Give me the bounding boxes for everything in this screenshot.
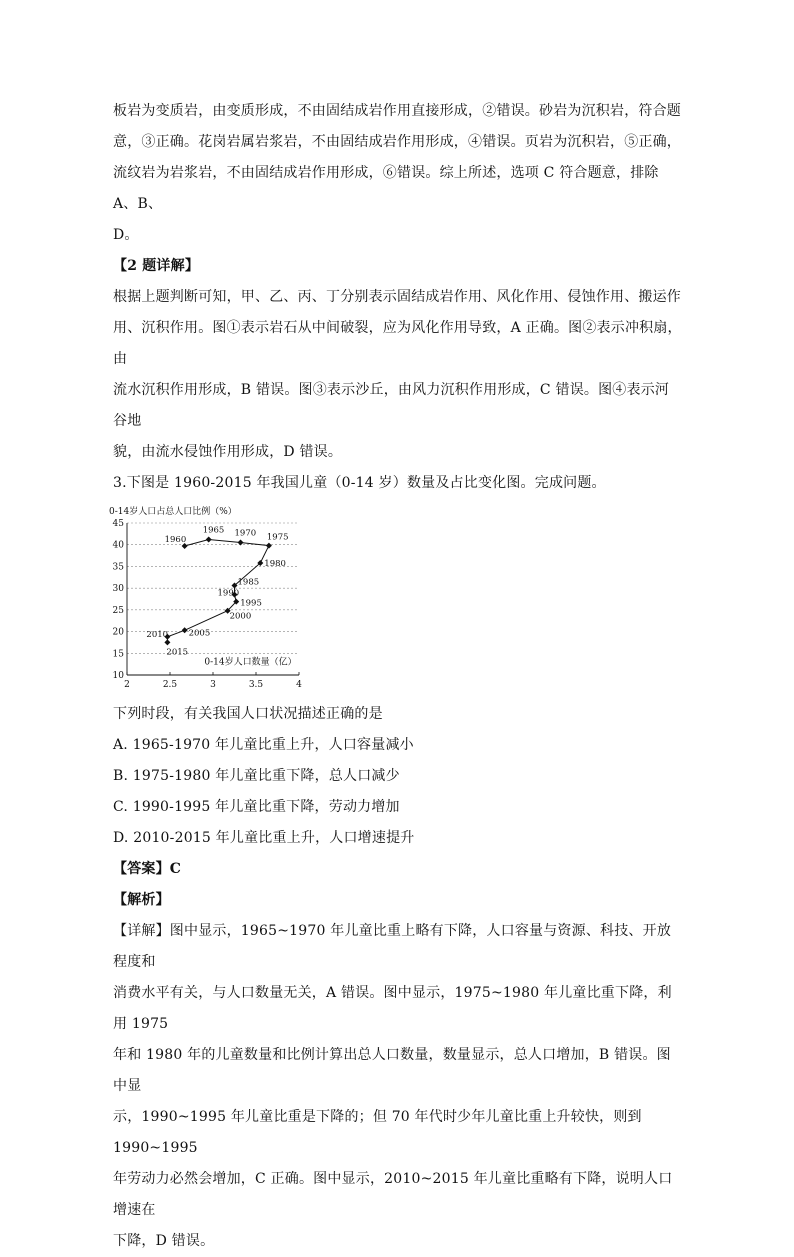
text-line: 板岩为变质岩，由变质形成，不由固结成岩作用直接形成，②错误。砂岩为沉积岩，符合题 — [113, 103, 681, 119]
y-tick-label: 45 — [112, 519, 124, 529]
text-line: 年和 1980 年的儿童数量和比例计算出总人口数量，数量显示，总人口增加，B 错误。图中显 — [113, 1047, 671, 1094]
chart-y-label: 0-14岁人口占总人口比例（%） — [109, 507, 237, 517]
y-tick-label: 20 — [112, 627, 124, 638]
text-line: 根据上题判断可知，甲、乙、丙、丁分别表示固结成岩作用、风化作用、侵蚀作用、搬运作 — [113, 289, 681, 305]
text-line: D。 — [113, 227, 139, 243]
population-chart — [109, 505, 309, 695]
x-tick-label: 3 — [210, 680, 216, 690]
x-tick-label: 3.5 — [248, 680, 264, 690]
x-tick-label: 2.5 — [162, 680, 178, 690]
point-label-1970: 1970 — [234, 528, 257, 539]
text-line: 消费水平有关，与人口数量无关，A 错误。图中显示，1975~1980 年儿童比重下降，利用 1975 — [113, 985, 672, 1032]
point-label-2000: 2000 — [229, 611, 252, 622]
text-line: 【详解】图中显示，1965~1970 年儿童比重上略有下降，人口容量与资源、科技、开放程度和 — [113, 923, 672, 970]
data-point-1975 — [266, 543, 272, 549]
data-point-1965 — [206, 537, 212, 543]
point-label-1985: 1985 — [237, 577, 260, 588]
x-tick-label: 2 — [124, 680, 130, 690]
y-tick-label: 25 — [112, 605, 124, 616]
text-line: 用、沉积作用。图①表示岩石从中间破裂，应为风化作用导致，A 正确。图②表示冲积扇，由 — [113, 320, 682, 367]
point-label-1980: 1980 — [264, 558, 286, 569]
text-line: 流纹岩为岩浆岩，不由固结成岩作用形成，⑥错误。综上所述，选项 C 符合题意，排除 A、B、 — [113, 165, 659, 212]
chart-x-label: 0-14岁人口数量（亿） — [204, 657, 297, 668]
y-tick-label: 35 — [112, 562, 124, 573]
point-label-2010: 2010 — [146, 629, 169, 640]
y-tick-label: 10 — [112, 671, 124, 681]
option-a: A. 1965-1970 年儿童比重上升，人口容量减小 — [113, 737, 414, 753]
point-label-1960: 1960 — [164, 535, 187, 546]
q3-prompt: 下列时段，有关我国人口状况描述正确的是 — [113, 706, 383, 722]
x-tick-label: 4 — [296, 680, 302, 690]
option-c: C. 1990-1995 年儿童比重下降，劳动力增加 — [113, 799, 400, 815]
text-line: 貌，由流水侵蚀作用形成，D 错误。 — [113, 444, 343, 460]
y-tick-label: 30 — [112, 584, 124, 595]
text-line: 意，③正确。花岗岩属岩浆岩，不由固结成岩作用形成，④错误。页岩为沉积岩，⑤正确， — [113, 134, 681, 150]
data-point-1970 — [238, 540, 244, 546]
option-d: D. 2010-2015 年儿童比重上升，人口增速提升 — [113, 830, 415, 846]
q2-paragraph — [113, 282, 683, 468]
answer: 【答案】C — [113, 861, 182, 877]
analysis-heading: 【解析】 — [113, 892, 170, 908]
document-page — [109, 96, 683, 1257]
y-tick-label: 40 — [112, 540, 124, 551]
data-point-2005 — [182, 627, 188, 633]
point-label-1990: 1990 — [217, 588, 240, 599]
text-line: 示，1990~1995 年儿童比重是下降的；但 70 年代时少年儿童比重上升较快，则到 1990~1995 — [113, 1109, 642, 1156]
option-b: B. 1975-1980 年儿童比重下降，总人口减少 — [113, 768, 400, 784]
text-line: 下降，D 错误。 — [113, 1233, 215, 1249]
intro-paragraph — [113, 96, 683, 251]
text-line: 年劳动力必然会增加，C 正确。图中显示，2010~2015 年儿童比重略有下降，说明人口增速在 — [113, 1171, 673, 1218]
text-line: 流水沉积作用形成，B 错误。图③表示沙丘，由风力沉积作用形成，C 错误。图④表示河谷地 — [113, 382, 670, 429]
point-label-1965: 1965 — [202, 525, 225, 536]
y-tick-label: 15 — [112, 649, 124, 660]
point-label-1975: 1975 — [266, 532, 289, 543]
analysis-paragraph — [113, 916, 683, 1257]
q3-stem: 3.下图是 1960-2015 年我国儿童（0-14 岁）数量及占比变化图。完成问题。 — [113, 475, 606, 491]
data-point-2015 — [164, 639, 170, 645]
point-label-2015: 2015 — [166, 647, 189, 658]
point-label-1995: 1995 — [240, 598, 262, 609]
q2-heading: 【2 题详解】 — [113, 258, 200, 274]
point-label-2005: 2005 — [188, 628, 211, 639]
